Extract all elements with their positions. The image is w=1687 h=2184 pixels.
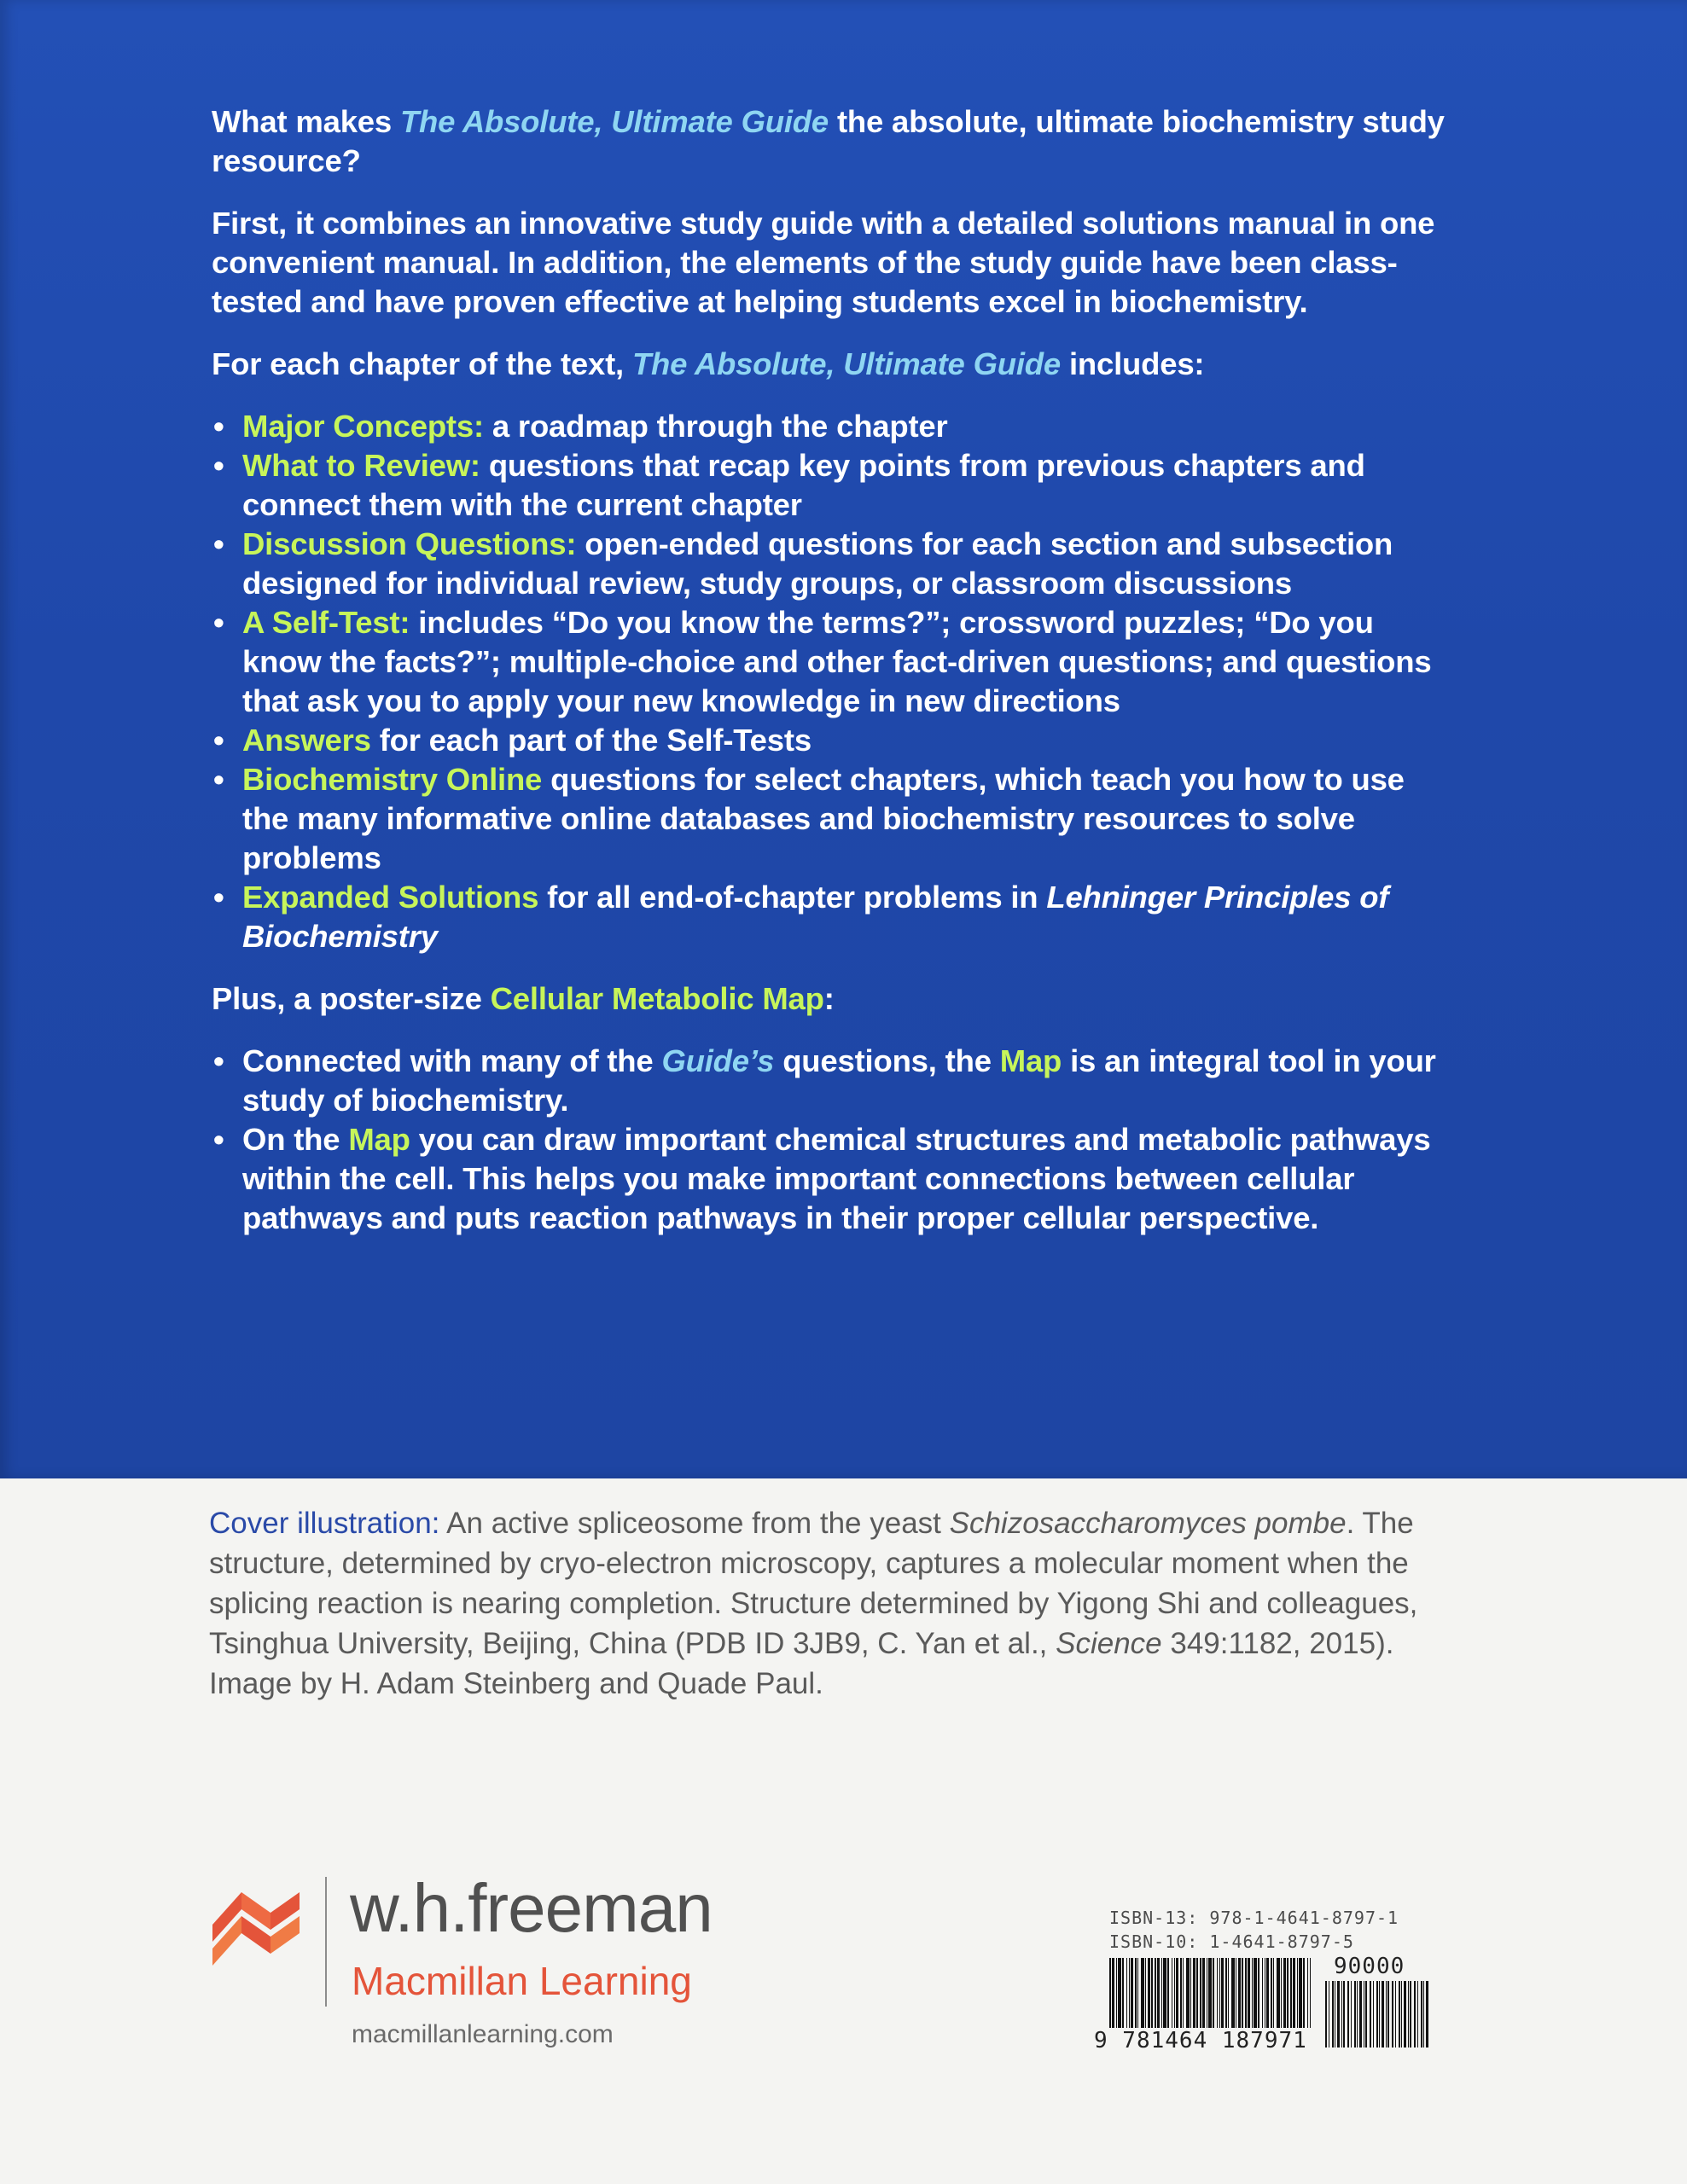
list-item: • Discussion Questions: open-ended questions for each section and subsection designed for individual review, study groups, or classroom discussions [212, 525, 1449, 603]
guide-title: The Absolute, Ultimate Guide [399, 104, 829, 139]
barcode-bar [1414, 1981, 1416, 2048]
barcode-bar [1351, 1981, 1352, 2048]
barcode-bar [1421, 1981, 1422, 2048]
barcode-bar [1365, 1981, 1367, 2048]
publisher-name: w.h.freeman [350, 1870, 713, 1946]
barcode-bar [1357, 1981, 1358, 2048]
list-item: • What to Review: questions that recap key points from previous chapters and connect them with the current chapter [212, 446, 1449, 525]
guide-title: The Absolute, Ultimate Guide [631, 346, 1062, 381]
isbn-10: ISBN-10: 1-4641-8797-5 [1109, 1931, 1354, 1952]
barcode-bar [1426, 1981, 1428, 2048]
publisher-url: macmillanlearning.com [352, 2020, 614, 2048]
barcode-bar [1341, 1981, 1342, 2048]
list-item: • On the Map you can draw important chemical structures and metabolic pathways within the cell. This helps you make important connections between cellular pathways and puts reaction pathways in their proper cellular perspective. [212, 1120, 1449, 1238]
barcode-number: 9 781464 187971 [1094, 2028, 1316, 2053]
barcode-bar [1376, 1981, 1378, 2048]
barcode-bar [1392, 1981, 1393, 2048]
map-list [212, 1042, 1449, 1238]
plus-line: Plus, a poster-size Cellular Metabolic Map: [212, 981, 835, 1016]
barcode-bar [1379, 1981, 1380, 2048]
book-title: Lehninger Principles of Biochemistry [242, 880, 1389, 954]
isbn-13: ISBN-13: 978-1-4641-8797-1 [1109, 1908, 1399, 1928]
logo-divider [325, 1877, 327, 2007]
barcode-bar [1408, 1981, 1409, 2048]
barcode-bar [1404, 1981, 1406, 2048]
list-item: • A Self-Test: includes “Do you know the terms?”; crossword puzzles; “Do you know the facts?”; multiple-choice and other fact-driven questions; and questions that ask you to apply your new knowledge in new directions [212, 603, 1449, 721]
list-item: • Biochemistry Online questions for select chapters, which teach you how to use the many informative online databases and biochemistry resources to solve problems [212, 760, 1449, 878]
barcode-bar [1370, 1981, 1371, 2048]
intro-paragraph: First, it combines an innovative study guide with a detailed solutions manual in one convenient manual. In addition, the elements of the study guide have been class-tested and have proven effective at helping students excel in biochemistry. [212, 206, 1435, 319]
barcode-bar [1354, 1981, 1356, 2048]
barcode-addon-number: 90000 [1334, 1954, 1405, 1979]
barcode-bar [1410, 1981, 1411, 2048]
list-item: • Answers for each part of the Self-Tests [212, 721, 1449, 760]
barcode-bar [1417, 1981, 1418, 2048]
barcode-bar [1399, 1981, 1400, 2048]
barcode-bar [1343, 1981, 1345, 2048]
intro-question: What makes The Absolute, Ultimate Guide the absolute, ultimate biochemistry study resource? [212, 104, 1445, 178]
barcode-bar [1325, 1981, 1327, 2048]
macmillan-m-icon [207, 1884, 303, 1966]
barcode-bar [1332, 1981, 1334, 2048]
barcode-bar [1395, 1981, 1396, 2048]
barcode-bar [1382, 1981, 1384, 2048]
barcode-bar [1423, 1981, 1424, 2048]
list-item: • Expanded Solutions for all end-of-chapter problems in Lehninger Principles of Biochemistry [212, 878, 1449, 956]
barcode-bar [1401, 1981, 1402, 2048]
barcode-bar [1347, 1981, 1349, 2048]
isbn-block [1109, 1906, 1399, 1954]
list-item: • Major Concepts: a roadmap through the chapter [212, 407, 1449, 446]
barcode-bar [1386, 1981, 1387, 2048]
blurb [212, 102, 1449, 1261]
features-intro: For each chapter of the text, The Absolute, Ultimate Guide includes: [212, 346, 1205, 381]
feature-list [212, 407, 1449, 956]
publisher-subtitle: Macmillan Learning [352, 1959, 692, 2003]
barcode-bar [1387, 1981, 1389, 2048]
barcode-bar [1359, 1981, 1362, 2048]
caption-label: Cover illustration: [209, 1507, 440, 1540]
list-item: • Connected with many of the Guide’s questions, the Map is an integral tool in your study of biochemistry. [212, 1042, 1449, 1120]
cover-illustration-caption: Cover illustration: An active spliceosome from the yeast Schizosaccharomyces pombe. The structure, determined by cryo-electron microscopy, captures a molecular moment when the splicing reaction is nearing completion. Structure determined by Yigong Shi and colleagues, Tsinghua University, Beijing, China (PDB ID 3JB9, C. Yan et al., Science 349:1182, 2015). Image by H. Adam Steinberg and Quade Paul. [209, 1507, 1418, 1700]
barcode-addon [1325, 1981, 1429, 2048]
barcode-bar [1337, 1981, 1340, 2048]
barcode-bar [1373, 1981, 1374, 2048]
